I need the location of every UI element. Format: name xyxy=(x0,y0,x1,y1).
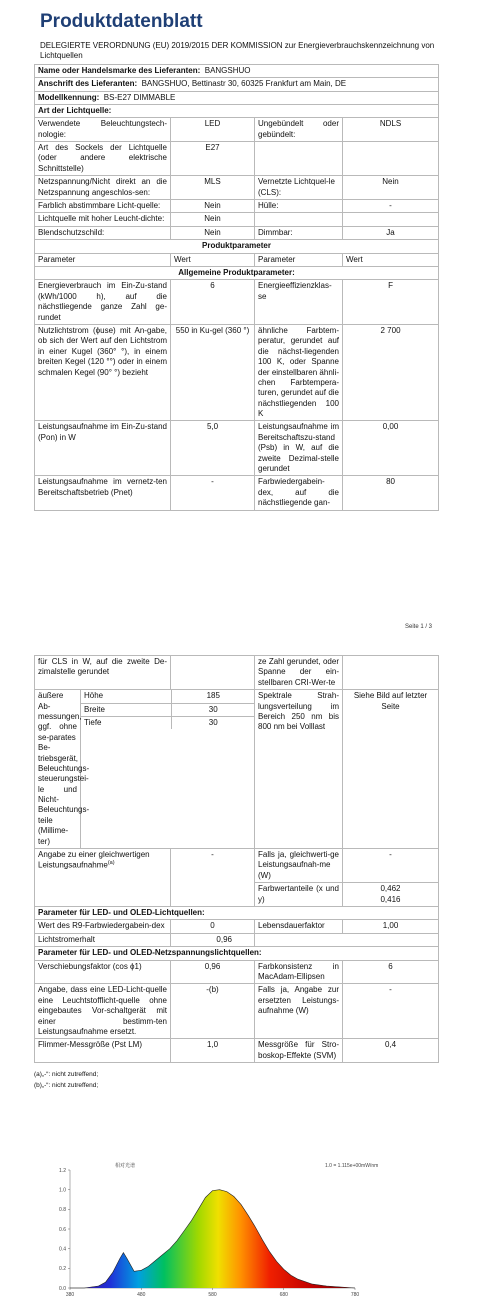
row-value: -(b) xyxy=(171,984,255,1039)
x-tick-label: 380 xyxy=(65,1292,75,1298)
row-value: 1,0 xyxy=(171,1039,255,1063)
supplier-name-value: BANGSHUO xyxy=(204,65,251,75)
row-label: Falls ja, Angabe zur ersetzten Leistungs-aufnahme (W) xyxy=(255,984,343,1039)
mains-params-heading: Parameter für LED- und OLED-Netzspannungslichtquellen: xyxy=(35,947,439,960)
dimension-value: 30 xyxy=(171,703,255,716)
table-row xyxy=(35,142,439,176)
spectrum-area xyxy=(70,1190,355,1288)
row-label: Hülle: xyxy=(255,200,343,213)
y-tick-label: 0.4 xyxy=(59,1246,66,1253)
dimension-value: 30 xyxy=(171,716,255,729)
model-label: Modellkennung: xyxy=(38,92,100,102)
x-tick-label: 480 xyxy=(137,1292,146,1298)
row-value: - xyxy=(343,200,439,213)
footnote-b: (b)„-“: nicht zutreffend; xyxy=(34,1082,99,1090)
x-tick-label: 680 xyxy=(279,1292,288,1298)
equiv-power-value: - xyxy=(171,849,255,907)
y-tick-label: 1.0 xyxy=(59,1187,66,1194)
row-label: Blendschutzschild: xyxy=(35,226,171,239)
row-label: Messgröße für Stro-boskop-Effekte (SVM) xyxy=(255,1039,343,1063)
row-label: für CLS in W, auf die zweite De-zimalstelle gerundet xyxy=(35,656,171,690)
row-value: 1,00 xyxy=(343,920,439,933)
dimensions-table xyxy=(81,690,255,729)
row-value: 0 xyxy=(171,920,255,933)
table-row xyxy=(35,656,439,690)
row-value: 0,96 xyxy=(171,960,255,984)
dimension-row xyxy=(81,716,255,729)
general-params-heading: Allgemeine Produktparameter: xyxy=(35,267,439,280)
row-label: Angabe, dass eine LED-Licht-quelle eine Leuchtstofflicht-quelle ohne eingebautes Vor-schaltgerät mit einer bestimm-ten Leistungsaufnahme ersetzt. xyxy=(35,984,171,1039)
supplier-address-label: Anschrift des Lieferanten: xyxy=(38,79,138,89)
row-label: Netzspannung/Nicht direkt an die Netzspannung angeschlos-sen: xyxy=(35,176,171,200)
row-value xyxy=(343,656,439,690)
row-value: LED xyxy=(171,118,255,142)
row-label: Lebensdauerfaktor xyxy=(255,920,343,933)
supplier-address-value: BANGSHUO, Bettinastr 30, 60325 Frankfurt am Main, DE xyxy=(141,79,347,89)
table-row xyxy=(35,280,439,325)
x-tick-label: 580 xyxy=(208,1292,217,1298)
dimension-row xyxy=(81,703,255,716)
row-value xyxy=(171,656,255,690)
table-row xyxy=(35,920,439,933)
row-value: Nein xyxy=(171,213,255,226)
table-row xyxy=(35,933,439,946)
column-header: Parameter xyxy=(255,253,343,266)
spectral-value: Siehe Bild auf letzter Seite xyxy=(343,690,439,849)
table-row xyxy=(35,1039,439,1063)
row-label: Verschiebungsfaktor (cos ϕ1) xyxy=(35,960,171,984)
row-empty xyxy=(255,933,439,946)
equiv-power-r-label: Falls ja, gleichwerti-ge Leistungsaufnah-me (W) xyxy=(255,849,343,883)
table-row xyxy=(35,176,439,200)
chromaticity-label: Farbwertanteile (x und y) xyxy=(255,883,343,907)
row-value: 6 xyxy=(343,960,439,984)
model-row xyxy=(35,91,439,104)
table-row xyxy=(35,476,439,510)
dimensions-label: äußere Ab-messungen, ggf. ohne se-parates Be-triebsgerät, Beleuchtungs-steuerungstei-le und Nicht-Beleuchtungs-teile (Millime-ter) xyxy=(35,690,81,849)
row-value: - xyxy=(343,984,439,1039)
footnote-a: (a)„-“: nicht zutreffend; xyxy=(34,1071,99,1079)
y-tick-label: 0.2 xyxy=(59,1266,66,1273)
table-row xyxy=(35,690,439,849)
row-value: 0,96 xyxy=(171,933,255,946)
row-label xyxy=(255,213,343,226)
row-label: Leistungsaufnahme im vernetz-ten Bereitschaftsbetrieb (Pnet) xyxy=(35,476,171,510)
row-value xyxy=(343,142,439,176)
table-row xyxy=(35,421,439,476)
table-row xyxy=(35,324,439,421)
model-value: BS-E27 DIMMABLE xyxy=(103,92,176,102)
y-tick-label: 0.6 xyxy=(59,1226,66,1233)
row-label: Leistungsaufnahme im Bereitschaftszu-stand (Psb) in W, auf die zweite Dezimal-stelle gerundet xyxy=(255,421,343,476)
row-value: Ja xyxy=(343,226,439,239)
source-type-heading: Art der Lichtquelle: xyxy=(35,104,439,117)
page-number: Seite 1 / 3 xyxy=(405,624,433,630)
row-label: Energieeffizienzklas-se xyxy=(255,280,343,325)
row-value: 0,4 xyxy=(343,1039,439,1063)
row-label xyxy=(255,142,343,176)
column-header: Parameter xyxy=(35,253,171,266)
y-tick-label: 0.8 xyxy=(59,1207,66,1214)
row-value xyxy=(343,213,439,226)
row-value: 6 xyxy=(171,280,255,325)
row-value: Nein xyxy=(343,176,439,200)
row-label: Vernetzte Lichtquel-le (CLS): xyxy=(255,176,343,200)
led-params-heading: Parameter für LED- und OLED-Lichtquellen: xyxy=(35,906,439,919)
dimensions-cell xyxy=(81,690,255,849)
dimension-name: Breite xyxy=(81,703,171,716)
product-params-heading: Produktparameter xyxy=(35,240,439,253)
chromaticity-x: 0,462 xyxy=(380,884,401,894)
row-value: F xyxy=(343,280,439,325)
row-label: Lichtstromerhalt xyxy=(35,933,171,946)
datasheet-table xyxy=(34,64,439,511)
row-label: Flimmer-Messgröße (Pst LM) xyxy=(35,1039,171,1063)
row-label: Farblich abstimmbare Licht-quelle: xyxy=(35,200,171,213)
table-row xyxy=(35,960,439,984)
row-value: 5,0 xyxy=(171,421,255,476)
dimension-name: Tiefe xyxy=(84,717,102,727)
table-row xyxy=(35,849,439,883)
datasheet-table-continued xyxy=(34,655,439,1063)
datasheet-page-1 xyxy=(34,10,438,511)
spectral-label: Spektrale Strah-lungsverteilung im Bereich 250 nm bis 800 nm bei Volllast xyxy=(255,690,343,849)
chromaticity-value xyxy=(343,883,439,907)
row-label: Ungebündelt oder gebündelt: xyxy=(255,118,343,142)
row-label: Farbkonsistenz in MacAdam-Ellipsen xyxy=(255,960,343,984)
table-row xyxy=(35,984,439,1039)
row-label: ze Zahl gerundet, oder Spanne der ein-stellbaren CRI-Wer-te xyxy=(255,656,343,690)
x-tick-label: 780 xyxy=(350,1292,360,1298)
dimension-name: Höhe xyxy=(81,690,171,703)
y-tick-label: 1.2 xyxy=(59,1167,66,1174)
table-row xyxy=(35,118,439,142)
dimension-value: 185 xyxy=(171,690,255,703)
footnotes xyxy=(34,1069,438,1091)
row-value: E27 xyxy=(171,142,255,176)
row-label: Wert des R9-Farbwiedergabein-dex xyxy=(35,920,171,933)
dimension-row xyxy=(81,690,255,703)
supplier-address-row xyxy=(35,78,439,91)
row-value: 550 in Ku-gel (360 °) xyxy=(171,324,255,421)
chart-annotation: 1.0 = 1.115e+00mW/nm xyxy=(325,1163,379,1169)
row-value: Nein xyxy=(171,200,255,213)
row-label: Nutzlichtstrom (ϕuse) mit An-gabe, ob sich der Wert auf den Lichtstrom in einer Kugel (360° °), in einem breiten Kegel (120 °°) oder in einem schmalen Kegel (90° °) bezieht xyxy=(35,324,171,421)
row-value: - xyxy=(171,476,255,510)
row-label: Farbwiedergabein-dex, auf die nächstliegende gan- xyxy=(255,476,343,510)
row-label: Lichtquelle mit hoher Leucht-dichte: xyxy=(35,213,171,226)
spectral-distribution-chart xyxy=(35,1158,445,1298)
column-header: Wert xyxy=(343,253,439,266)
supplier-name-label: Name oder Handelsmarke des Lieferanten: xyxy=(38,65,201,75)
row-label: Dimmbar: xyxy=(255,226,343,239)
table-row xyxy=(35,213,439,226)
table-header-row xyxy=(35,253,439,266)
supplier-name-row xyxy=(35,64,439,77)
table-row xyxy=(35,226,439,239)
row-label: Energieverbrauch im Ein-Zu-stand (kWh/1000 h), auf die nächstliegende ganze Zahl ge-rundet xyxy=(35,280,171,325)
y-tick-label: 0.0 xyxy=(59,1285,66,1292)
table-row xyxy=(35,200,439,213)
row-value: MLS xyxy=(171,176,255,200)
page-title: Produktdatenblatt xyxy=(40,11,203,32)
row-value: 0,00 xyxy=(343,421,439,476)
row-value: Nein xyxy=(171,226,255,239)
column-header: Wert xyxy=(171,253,255,266)
row-label: Art des Sockels der Lichtquelle (oder andere elektrische Schnittstelle) xyxy=(35,142,171,176)
row-label: ähnliche Farbtem-peratur, gerundet auf die nächst-liegenden 100 K, oder Spanne der einstellbaren ähnli-chen Farbtempera-turen, gerundet auf die nächstliegenden 100 K xyxy=(255,324,343,421)
row-label: Leistungsaufnahme im Ein-Zu-stand (Pon) in W xyxy=(35,421,171,476)
equiv-power-r-value: - xyxy=(343,849,439,883)
chart-title: 相对光谱 xyxy=(115,1163,136,1169)
datasheet-page-2 xyxy=(34,655,438,1091)
equiv-power-label: Angabe zu einer gleichwertigen Leistungsaufnahme$^{(a)}$ xyxy=(35,849,171,907)
row-value: 2 700 xyxy=(343,324,439,421)
row-value: NDLS xyxy=(343,118,439,142)
chromaticity-y: 0,416 xyxy=(380,894,401,904)
row-label: Verwendete Beleuchtungstech-nologie: xyxy=(35,118,171,142)
regulation-text: DELEGIERTE VERORDNUNG (EU) 2019/2015 DER KOMMISSION zur Energieverbrauchskennzeichnung von Lichtquellen xyxy=(40,40,435,60)
row-value: 80 xyxy=(343,476,439,510)
